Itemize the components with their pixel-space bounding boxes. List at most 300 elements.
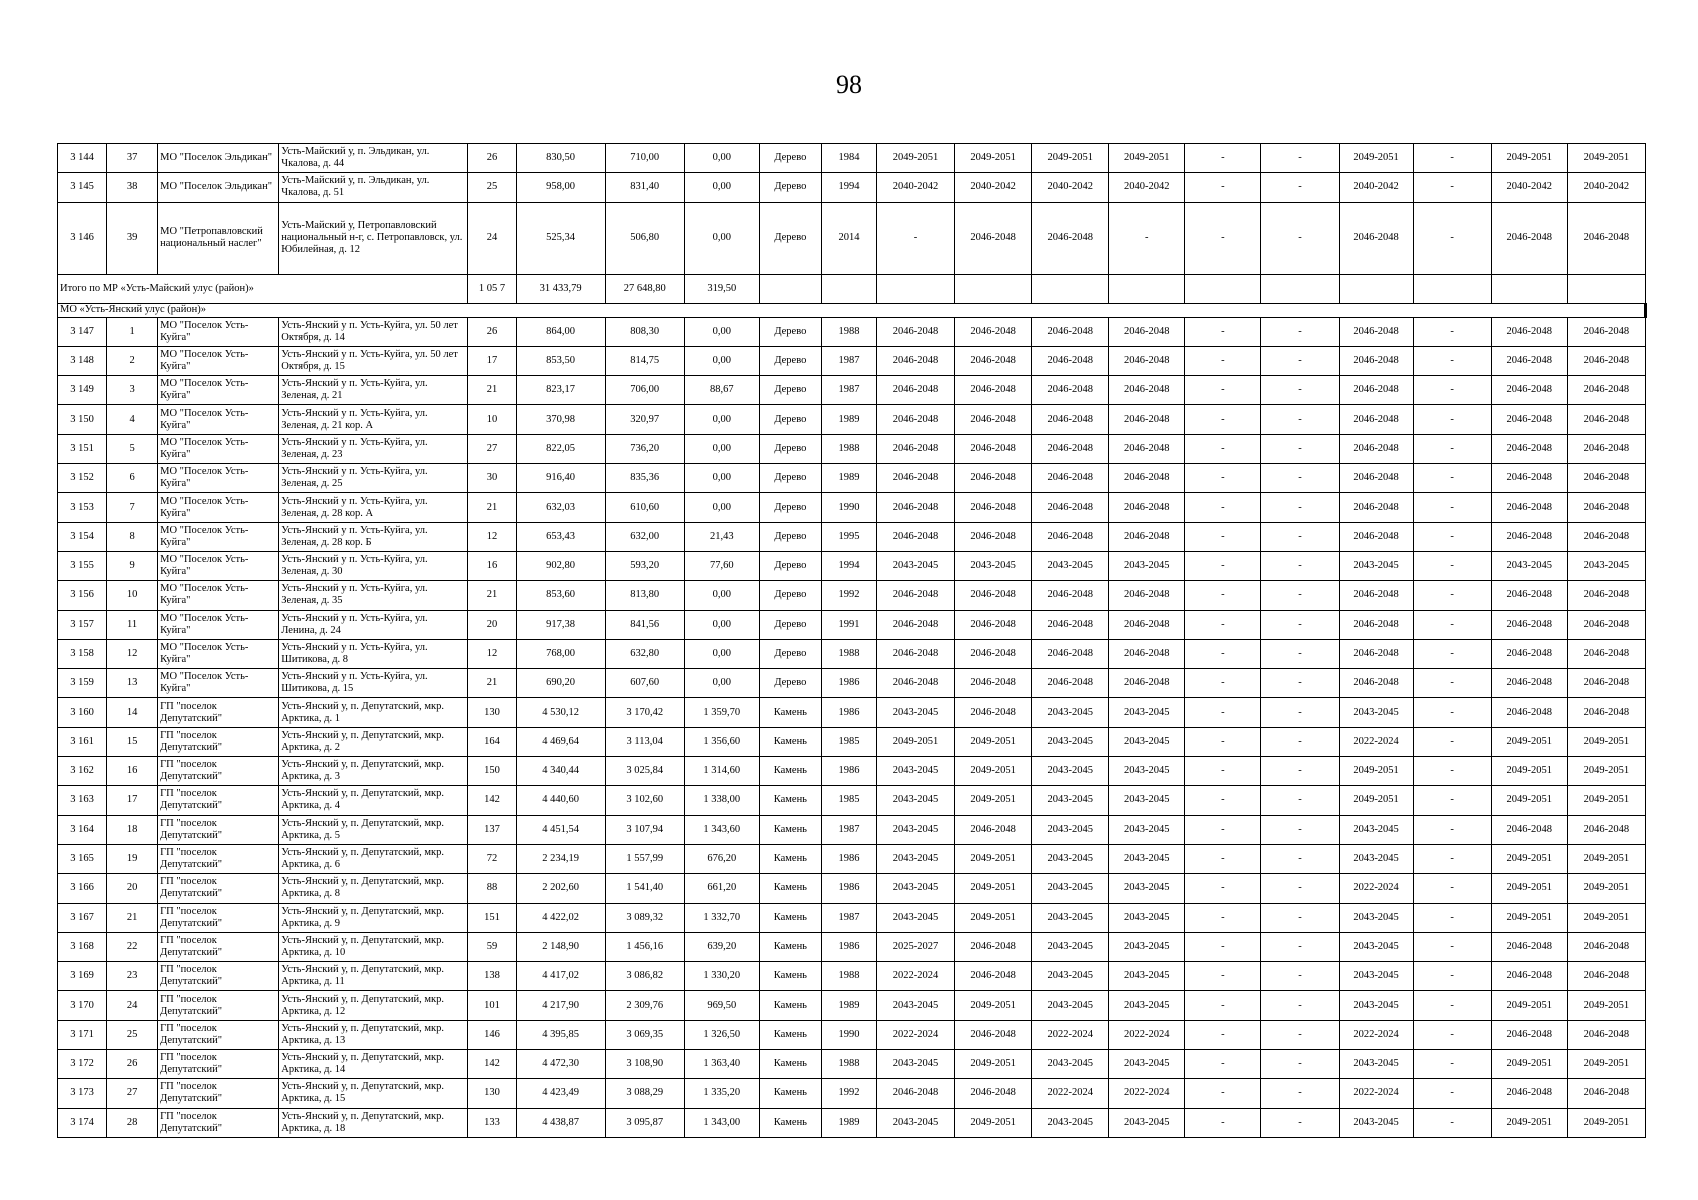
period-water: 2043-2045	[1109, 1108, 1185, 1137]
nonliving-area: 0,00	[684, 610, 759, 639]
period-gas: -	[1185, 962, 1261, 991]
nonliving-area: 0,00	[684, 317, 759, 346]
period-foundation: 2046-2048	[1567, 346, 1645, 375]
period-roof: 2046-2048	[876, 346, 954, 375]
residents: 142	[468, 1050, 516, 1079]
wall-material: Камень	[759, 932, 821, 961]
period-facade: 2046-2048	[955, 434, 1032, 463]
municipality: ГП "поселок Депутатский"	[158, 1020, 279, 1049]
period-elevator: -	[1261, 434, 1339, 463]
period-facade: 2049-2051	[955, 874, 1032, 903]
period-basement: -	[1413, 757, 1491, 786]
period-foundation: 2046-2048	[1567, 405, 1645, 434]
reg-number: 3 144	[58, 144, 107, 173]
year-built: 1985	[821, 786, 876, 815]
period-heating: 2043-2045	[1032, 1108, 1109, 1137]
municipality: МО "Поселок Усть-Куйга"	[158, 346, 279, 375]
period-gas: -	[1185, 786, 1261, 815]
total-label: Итого по МР «Усть-Майский улус (район)»	[58, 274, 468, 303]
period-heating: 2046-2048	[1032, 522, 1109, 551]
wall-material: Камень	[759, 786, 821, 815]
period-facade: 2049-2051	[955, 144, 1032, 173]
municipality: ГП "поселок Депутатский"	[158, 757, 279, 786]
row-number: 20	[107, 874, 158, 903]
living-area: 3 088,29	[605, 1079, 684, 1108]
row-number: 23	[107, 962, 158, 991]
period-roof: 2043-2045	[876, 903, 954, 932]
address: Усть-Янский у п. Усть-Куйга, ул. Зеленая, д. 23	[279, 434, 468, 463]
period-elevator: -	[1261, 522, 1339, 551]
period-electric: 2022-2024	[1339, 1079, 1413, 1108]
address: Усть-Янский у, п. Депутатский, мкр. Арктика, д. 8	[279, 874, 468, 903]
total-area: 4 423,49	[516, 1079, 605, 1108]
period-elevator: -	[1261, 874, 1339, 903]
year-built: 1986	[821, 844, 876, 873]
period-facade: 2046-2048	[955, 610, 1032, 639]
period-gas: -	[1185, 727, 1261, 756]
period-sewer: 2049-2051	[1491, 844, 1567, 873]
wall-material: Дерево	[759, 669, 821, 698]
period-sewer: 2049-2051	[1491, 786, 1567, 815]
municipality: ГП "поселок Депутатский"	[158, 962, 279, 991]
nonliving-area: 1 356,60	[684, 727, 759, 756]
period-electric: 2043-2045	[1339, 932, 1413, 961]
table-row	[58, 376, 1646, 405]
living-area: 831,40	[605, 173, 684, 202]
period-elevator: -	[1261, 669, 1339, 698]
period-facade: 2046-2048	[955, 493, 1032, 522]
row-number: 7	[107, 493, 158, 522]
wall-material: Камень	[759, 962, 821, 991]
period-water: 2043-2045	[1109, 844, 1185, 873]
residents: 142	[468, 786, 516, 815]
address: Усть-Майский у, п. Эльдикан, ул. Чкалова, д. 44	[279, 144, 468, 173]
period-elevator: -	[1261, 346, 1339, 375]
year-built: 1989	[821, 1108, 876, 1137]
period-foundation: 2046-2048	[1567, 434, 1645, 463]
table-row	[58, 493, 1646, 522]
nonliving-area: 0,00	[684, 669, 759, 698]
reg-number: 3 163	[58, 786, 107, 815]
period-water: 2022-2024	[1109, 1020, 1185, 1049]
period-water: 2022-2024	[1109, 1079, 1185, 1108]
period-heating: 2046-2048	[1032, 202, 1109, 274]
period-sewer: 2046-2048	[1491, 405, 1567, 434]
table-body	[58, 144, 1646, 1138]
row-number: 15	[107, 727, 158, 756]
period-water: 2043-2045	[1109, 815, 1185, 844]
total-area: 4 472,30	[516, 1050, 605, 1079]
address: Усть-Янский у п. Усть-Куйга, ул. Зеленая, д. 35	[279, 581, 468, 610]
reg-number: 3 160	[58, 698, 107, 727]
period-basement: -	[1413, 1079, 1491, 1108]
period-elevator: -	[1261, 698, 1339, 727]
table-row	[58, 874, 1646, 903]
period-basement: -	[1413, 144, 1491, 173]
table-row	[58, 1020, 1646, 1049]
period-water: 2043-2045	[1109, 1050, 1185, 1079]
living-area: 506,80	[605, 202, 684, 274]
period-electric: 2046-2048	[1339, 405, 1413, 434]
period-water: 2046-2048	[1109, 346, 1185, 375]
residents: 12	[468, 639, 516, 668]
municipality: МО "Поселок Усть-Куйга"	[158, 405, 279, 434]
period-roof: 2049-2051	[876, 727, 954, 756]
living-area: 3 025,84	[605, 757, 684, 786]
period-sewer: 2046-2048	[1491, 581, 1567, 610]
period-foundation: 2046-2048	[1567, 202, 1645, 274]
period-sewer: 2046-2048	[1491, 202, 1567, 274]
wall-material: Камень	[759, 991, 821, 1020]
period-water: 2046-2048	[1109, 493, 1185, 522]
period-heating: 2046-2048	[1032, 376, 1109, 405]
period-electric: 2046-2048	[1339, 522, 1413, 551]
period-water: 2040-2042	[1109, 173, 1185, 202]
period-foundation: 2046-2048	[1567, 464, 1645, 493]
period-basement: -	[1413, 551, 1491, 580]
address: Усть-Янский у п. Усть-Куйга, ул. 50 лет Октября, д. 15	[279, 346, 468, 375]
nonliving-area: 21,43	[684, 522, 759, 551]
period-heating: 2043-2045	[1032, 962, 1109, 991]
total-living-area-sum: 27 648,80	[605, 274, 684, 303]
nonliving-area: 1 363,40	[684, 1050, 759, 1079]
period-electric: 2040-2042	[1339, 173, 1413, 202]
period-roof: 2046-2048	[876, 317, 954, 346]
total-area: 4 530,12	[516, 698, 605, 727]
residents: 12	[468, 522, 516, 551]
period-water: 2046-2048	[1109, 522, 1185, 551]
year-built: 1989	[821, 464, 876, 493]
municipality: ГП "поселок Депутатский"	[158, 1108, 279, 1137]
period-heating: 2046-2048	[1032, 346, 1109, 375]
nonliving-area: 639,20	[684, 932, 759, 961]
period-foundation: 2049-2051	[1567, 991, 1645, 1020]
period-roof: 2043-2045	[876, 874, 954, 903]
row-number: 18	[107, 815, 158, 844]
nonliving-area: 1 314,60	[684, 757, 759, 786]
reg-number: 3 147	[58, 317, 107, 346]
wall-material: Камень	[759, 1020, 821, 1049]
wall-material: Дерево	[759, 202, 821, 274]
empty-cell	[1567, 274, 1645, 303]
row-number: 11	[107, 610, 158, 639]
period-foundation: 2046-2048	[1567, 932, 1645, 961]
period-foundation: 2040-2042	[1567, 173, 1645, 202]
living-area: 3 095,87	[605, 1108, 684, 1137]
table-row	[58, 144, 1646, 173]
period-foundation: 2046-2048	[1567, 581, 1645, 610]
row-number: 21	[107, 903, 158, 932]
wall-material: Дерево	[759, 493, 821, 522]
year-built: 1992	[821, 581, 876, 610]
municipality: ГП "поселок Депутатский"	[158, 1079, 279, 1108]
period-facade: 2049-2051	[955, 757, 1032, 786]
reg-number: 3 157	[58, 610, 107, 639]
period-basement: -	[1413, 522, 1491, 551]
year-built: 1986	[821, 698, 876, 727]
living-area: 1 541,40	[605, 874, 684, 903]
period-water: 2046-2048	[1109, 639, 1185, 668]
period-foundation: 2049-2051	[1567, 144, 1645, 173]
period-gas: -	[1185, 1079, 1261, 1108]
period-sewer: 2046-2048	[1491, 669, 1567, 698]
period-foundation: 2049-2051	[1567, 903, 1645, 932]
total-area: 4 395,85	[516, 1020, 605, 1049]
year-built: 1994	[821, 551, 876, 580]
period-foundation: 2049-2051	[1567, 1050, 1645, 1079]
wall-material: Дерево	[759, 317, 821, 346]
total-area: 4 451,54	[516, 815, 605, 844]
period-roof: 2022-2024	[876, 1020, 954, 1049]
nonliving-area: 77,60	[684, 551, 759, 580]
period-basement: -	[1413, 317, 1491, 346]
period-basement: -	[1413, 581, 1491, 610]
nonliving-area: 0,00	[684, 202, 759, 274]
living-area: 3 107,94	[605, 815, 684, 844]
period-foundation: 2046-2048	[1567, 815, 1645, 844]
wall-material: Дерево	[759, 551, 821, 580]
period-basement: -	[1413, 202, 1491, 274]
period-foundation: 2049-2051	[1567, 757, 1645, 786]
residents: 72	[468, 844, 516, 873]
row-number: 12	[107, 639, 158, 668]
total-area: 823,17	[516, 376, 605, 405]
reg-number: 3 156	[58, 581, 107, 610]
municipality: ГП "поселок Депутатский"	[158, 698, 279, 727]
period-electric: 2046-2048	[1339, 669, 1413, 698]
period-water: 2046-2048	[1109, 581, 1185, 610]
period-facade: 2049-2051	[955, 991, 1032, 1020]
total-nonliving-area-sum: 319,50	[684, 274, 759, 303]
period-elevator: -	[1261, 727, 1339, 756]
period-sewer: 2040-2042	[1491, 173, 1567, 202]
residents: 26	[468, 144, 516, 173]
wall-material: Дерево	[759, 639, 821, 668]
period-roof: 2043-2045	[876, 1108, 954, 1137]
period-water: 2043-2045	[1109, 962, 1185, 991]
period-foundation: 2046-2048	[1567, 522, 1645, 551]
period-gas: -	[1185, 1050, 1261, 1079]
table-row	[58, 669, 1646, 698]
year-built: 1990	[821, 1020, 876, 1049]
period-water: 2046-2048	[1109, 669, 1185, 698]
period-electric: 2043-2045	[1339, 991, 1413, 1020]
period-elevator: -	[1261, 551, 1339, 580]
year-built: 1987	[821, 815, 876, 844]
living-area: 808,30	[605, 317, 684, 346]
address: Усть-Янский у п. Усть-Куйга, ул. Ленина, д. 24	[279, 610, 468, 639]
wall-material: Камень	[759, 1108, 821, 1137]
residents: 21	[468, 581, 516, 610]
table-row	[58, 202, 1646, 274]
period-foundation: 2046-2048	[1567, 317, 1645, 346]
municipality: ГП "поселок Депутатский"	[158, 844, 279, 873]
reg-number: 3 152	[58, 464, 107, 493]
row-number: 37	[107, 144, 158, 173]
nonliving-area: 1 330,20	[684, 962, 759, 991]
reg-number: 3 165	[58, 844, 107, 873]
period-water: 2043-2045	[1109, 786, 1185, 815]
address: Усть-Янский у, п. Депутатский, мкр. Арктика, д. 2	[279, 727, 468, 756]
period-elevator: -	[1261, 376, 1339, 405]
period-heating: 2043-2045	[1032, 844, 1109, 873]
address: Усть-Янский у п. Усть-Куйга, ул. Зеленая, д. 21	[279, 376, 468, 405]
row-number: 6	[107, 464, 158, 493]
row-number: 8	[107, 522, 158, 551]
period-facade: 2046-2048	[955, 962, 1032, 991]
period-water: 2043-2045	[1109, 757, 1185, 786]
period-facade: 2046-2048	[955, 1020, 1032, 1049]
period-heating: 2049-2051	[1032, 144, 1109, 173]
period-roof: 2040-2042	[876, 173, 954, 202]
period-roof: 2046-2048	[876, 639, 954, 668]
period-roof: 2043-2045	[876, 551, 954, 580]
reg-number: 3 149	[58, 376, 107, 405]
nonliving-area: 0,00	[684, 464, 759, 493]
period-heating: 2043-2045	[1032, 1050, 1109, 1079]
address: Усть-Янский у п. Усть-Куйга, ул. Зеленая, д. 25	[279, 464, 468, 493]
period-electric: 2043-2045	[1339, 903, 1413, 932]
period-foundation: 2046-2048	[1567, 1079, 1645, 1108]
period-sewer: 2046-2048	[1491, 639, 1567, 668]
period-foundation: 2049-2051	[1567, 727, 1645, 756]
address: Усть-Янский у п. Усть-Куйга, ул. Шитикова, д. 15	[279, 669, 468, 698]
municipality: ГП "поселок Депутатский"	[158, 932, 279, 961]
residents: 101	[468, 991, 516, 1020]
wall-material: Дерево	[759, 405, 821, 434]
nonliving-area: 0,00	[684, 493, 759, 522]
address: Усть-Майский у, Петропавловский национальный н-г, с. Петропавловск, ул. Юбилейная, д. 12	[279, 202, 468, 274]
municipality: МО "Поселок Усть-Куйга"	[158, 464, 279, 493]
period-sewer: 2046-2048	[1491, 610, 1567, 639]
period-electric: 2043-2045	[1339, 815, 1413, 844]
wall-material: Камень	[759, 698, 821, 727]
table-row	[58, 1050, 1646, 1079]
year-built: 1987	[821, 346, 876, 375]
municipality: МО "Поселок Усть-Куйга"	[158, 522, 279, 551]
nonliving-area: 0,00	[684, 405, 759, 434]
total-area: 525,34	[516, 202, 605, 274]
address: Усть-Янский у, п. Депутатский, мкр. Арктика, д. 6	[279, 844, 468, 873]
reg-number: 3 150	[58, 405, 107, 434]
living-area: 3 089,32	[605, 903, 684, 932]
period-roof: 2046-2048	[876, 464, 954, 493]
period-heating: 2046-2048	[1032, 434, 1109, 463]
period-facade: 2049-2051	[955, 786, 1032, 815]
period-heating: 2043-2045	[1032, 815, 1109, 844]
period-facade: 2046-2048	[955, 639, 1032, 668]
period-gas: -	[1185, 144, 1261, 173]
period-roof: 2049-2051	[876, 144, 954, 173]
wall-material: Камень	[759, 815, 821, 844]
period-sewer: 2046-2048	[1491, 932, 1567, 961]
nonliving-area: 1 326,50	[684, 1020, 759, 1049]
total-area: 653,43	[516, 522, 605, 551]
wall-material: Камень	[759, 727, 821, 756]
period-basement: -	[1413, 1020, 1491, 1049]
year-built: 1988	[821, 639, 876, 668]
total-area: 4 440,60	[516, 786, 605, 815]
period-foundation: 2046-2048	[1567, 610, 1645, 639]
period-facade: 2046-2048	[955, 1079, 1032, 1108]
wall-material: Дерево	[759, 464, 821, 493]
period-facade: 2046-2048	[955, 405, 1032, 434]
total-area: 4 217,90	[516, 991, 605, 1020]
total-row	[58, 274, 1646, 303]
period-roof: 2025-2027	[876, 932, 954, 961]
period-basement: -	[1413, 786, 1491, 815]
period-electric: 2046-2048	[1339, 610, 1413, 639]
period-facade: 2046-2048	[955, 346, 1032, 375]
living-area: 1 557,99	[605, 844, 684, 873]
period-basement: -	[1413, 669, 1491, 698]
reg-number: 3 148	[58, 346, 107, 375]
period-gas: -	[1185, 669, 1261, 698]
municipality: МО "Поселок Усть-Куйга"	[158, 317, 279, 346]
row-number: 13	[107, 669, 158, 698]
living-area: 3 170,42	[605, 698, 684, 727]
row-number: 9	[107, 551, 158, 580]
total-area: 4 438,87	[516, 1108, 605, 1137]
row-number: 3	[107, 376, 158, 405]
address: Усть-Янский у, п. Депутатский, мкр. Арктика, д. 15	[279, 1079, 468, 1108]
municipality: ГП "поселок Депутатский"	[158, 903, 279, 932]
empty-cell	[1032, 274, 1109, 303]
empty-cell	[821, 274, 876, 303]
period-facade: 2049-2051	[955, 844, 1032, 873]
period-facade: 2046-2048	[955, 581, 1032, 610]
period-facade: 2049-2051	[955, 727, 1032, 756]
total-area: 917,38	[516, 610, 605, 639]
nonliving-area: 0,00	[684, 144, 759, 173]
row-number: 27	[107, 1079, 158, 1108]
period-electric: 2046-2048	[1339, 202, 1413, 274]
table-row	[58, 522, 1646, 551]
period-sewer: 2043-2045	[1491, 551, 1567, 580]
period-sewer: 2049-2051	[1491, 874, 1567, 903]
period-heating: 2043-2045	[1032, 874, 1109, 903]
total-area: 864,00	[516, 317, 605, 346]
reg-number: 3 151	[58, 434, 107, 463]
nonliving-area: 1 338,00	[684, 786, 759, 815]
period-roof: 2043-2045	[876, 1050, 954, 1079]
nonliving-area: 1 335,20	[684, 1079, 759, 1108]
total-area: 370,98	[516, 405, 605, 434]
total-area: 2 148,90	[516, 932, 605, 961]
period-facade: 2049-2051	[955, 903, 1032, 932]
period-gas: -	[1185, 434, 1261, 463]
period-roof: 2043-2045	[876, 815, 954, 844]
living-area: 710,00	[605, 144, 684, 173]
period-roof: 2046-2048	[876, 434, 954, 463]
table-row	[58, 346, 1646, 375]
period-foundation: 2046-2048	[1567, 493, 1645, 522]
period-electric: 2046-2048	[1339, 317, 1413, 346]
municipality: ГП "поселок Депутатский"	[158, 815, 279, 844]
period-water: 2043-2045	[1109, 903, 1185, 932]
period-sewer: 2049-2051	[1491, 144, 1567, 173]
period-gas: -	[1185, 757, 1261, 786]
year-built: 1984	[821, 144, 876, 173]
period-roof: 2046-2048	[876, 493, 954, 522]
period-elevator: -	[1261, 1108, 1339, 1137]
table-row	[58, 434, 1646, 463]
wall-material: Дерево	[759, 581, 821, 610]
period-foundation: 2046-2048	[1567, 698, 1645, 727]
reg-number: 3 154	[58, 522, 107, 551]
period-foundation: 2046-2048	[1567, 669, 1645, 698]
period-electric: 2043-2045	[1339, 1108, 1413, 1137]
